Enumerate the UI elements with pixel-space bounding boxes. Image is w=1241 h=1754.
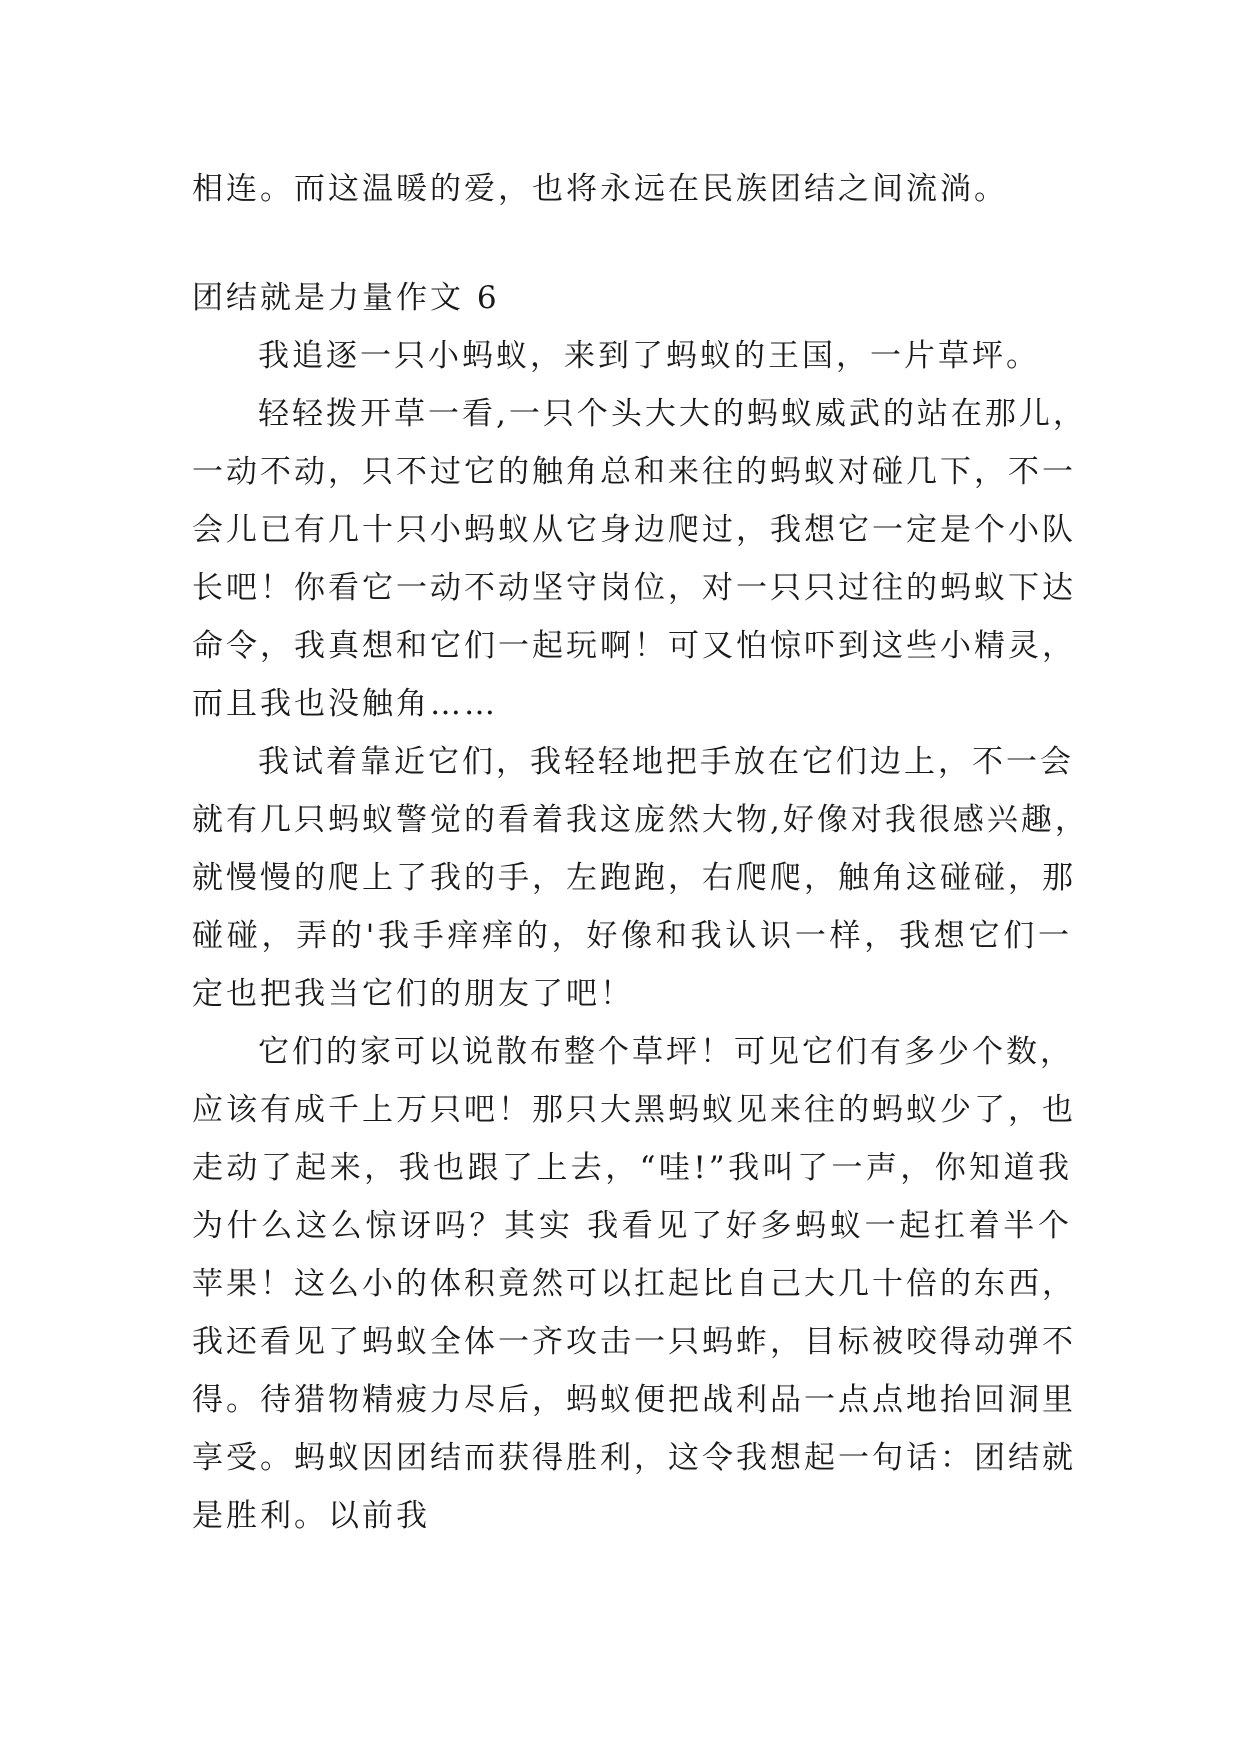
paragraph-line: 我追逐一只小蚂蚁，来到了蚂蚁的王国，一片草坪。 bbox=[258, 338, 1040, 374]
document-body bbox=[192, 160, 1089, 1545]
lead-line: 相连。而这温暖的爱，也将永远在民族团结之间流淌。 bbox=[192, 171, 1008, 207]
paragraph-line: 得。待猎物精疲力尽后，蚂蚁便把战利品一点点地抬回洞里 bbox=[192, 1382, 1076, 1418]
paragraph-line: 碰碰，弄的'我手痒痒的，好像和我认识一样，我想它们一 bbox=[192, 918, 1072, 954]
paragraph-line: 长吧！你看它一动不动坚守岗位，对一只只过往的蚂蚁下达 bbox=[192, 570, 1076, 606]
paragraph-line: 应该有成千上万只吧！那只大黑蚂蚁见来往的蚂蚁少了，也 bbox=[192, 1092, 1076, 1128]
paragraph bbox=[192, 385, 1087, 733]
paragraph-line: 会儿已有几十只小蚂蚁从它身边爬过，我想它一定是个小队 bbox=[192, 512, 1076, 548]
paragraph-line: 命令，我真想和它们一起玩啊！可又怕惊吓到这些小精灵， bbox=[192, 628, 1076, 664]
paragraph-line: 它们的家可以说散布整个草坪！可见它们有多少个数， bbox=[258, 1034, 1074, 1070]
paragraph bbox=[192, 327, 1072, 385]
paragraph-line: 苹果！这么小的体积竟然可以扛起比自己大几十倍的东西， bbox=[192, 1266, 1076, 1302]
paragraph-line: 我试着靠近它们，我轻轻地把手放在它们边上，不一会 bbox=[258, 744, 1074, 780]
paragraph-line: 定也把我当它们的朋友了吧！ bbox=[192, 976, 634, 1012]
paragraph bbox=[192, 1023, 1076, 1545]
paragraph-line: 走动了起来，我也跟了上去，“哇!”我叫了一声，你知道我 bbox=[192, 1150, 1072, 1186]
paragraph-line: 就慢慢的爬上了我的手，左跑跑，右爬爬，触角这碰碰，那 bbox=[192, 860, 1076, 896]
paragraph-line: 就有几只蚂蚁警觉的看着我这庞然大物,好像对我很感兴趣， bbox=[192, 802, 1089, 838]
paragraph-line: 而且我也没触角…… bbox=[192, 686, 498, 722]
paragraph-line: 我还看见了蚂蚁全体一齐攻击一只蚂蚱，目标被咬得动弹不 bbox=[192, 1324, 1076, 1360]
paragraph bbox=[192, 733, 1089, 1023]
paragraph-line: 轻轻拨开草一看,一只个头大大的蚂蚁威武的站在那儿， bbox=[258, 396, 1087, 432]
paragraph-line: 为什么这么惊讶吗？其实 我看见了好多蚂蚁一起扛着半个 bbox=[192, 1208, 1072, 1244]
paragraph-line: 一动不动，只不过它的触角总和来往的蚂蚁对碰几下，不一 bbox=[192, 454, 1076, 490]
section-spacer bbox=[192, 218, 1072, 269]
section-title: 团结就是力量作文 6 bbox=[192, 280, 500, 316]
paragraph-line: 享受。蚂蚁因团结而获得胜利，这令我想起一句话：团结就 bbox=[192, 1440, 1076, 1476]
paragraph-line: 是胜利。以前我 bbox=[192, 1498, 430, 1534]
